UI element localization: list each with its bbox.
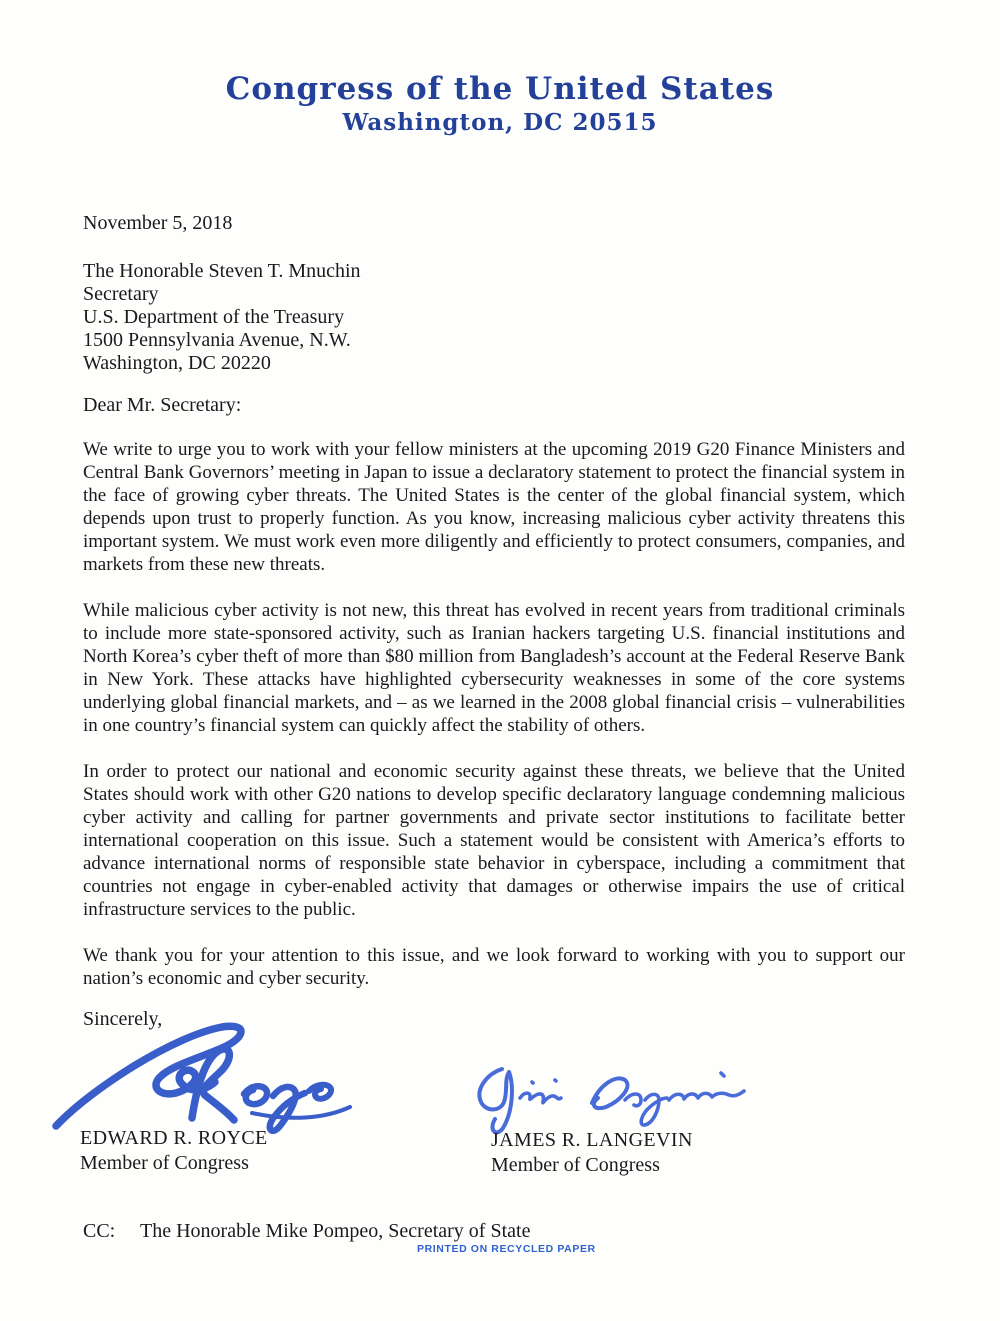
recipient-agency: U.S. Department of the Treasury (83, 306, 345, 328)
signer-langevin (491, 1128, 693, 1178)
recipient-title: Secretary (83, 283, 159, 305)
signer-royce-name: EDWARD R. ROYCE (80, 1127, 268, 1149)
paragraph-2: While malicious cyber activity is not new, this threat has evolved in recent years from traditional criminals to include more state-sponsored activity, such as Iranian hackers targeting U.S. financial institutions and North Korea’s cyber theft of more than $80 million from Bangladesh’s account at the Federal Reserve Bank in New York. These attacks have highlighted cybersecurity weaknesses in some of the core systems underlying global financial markets, and – as we learned in the 2008 global financial crisis – vulnerabilities in one country’s financial system can quickly affect the stability of others. (83, 600, 905, 736)
signer-langevin-name: JAMES R. LANGEVIN (491, 1129, 693, 1151)
paragraph-1: We write to urge you to work with your fellow ministers at the upcoming 2019 G20 Finance Ministers and Central Bank Governors’ meeting in Japan to issue a declaratory statement to protect the financial system in the face of growing cyber threats. The United States is the center of the global financial system, which depends upon trust to properly function. As you know, increasing malicious cyber activity threatens this important system. We must work even more diligently and efficiently to protect consumers, companies, and markets from these new threats. (83, 439, 905, 575)
letterhead-title: Congress of the United States (225, 71, 775, 107)
signer-royce-title: Member of Congress (80, 1152, 249, 1174)
signer-royce (80, 1126, 268, 1176)
letterhead-city: Washington, DC 20515 (342, 109, 658, 136)
recipient-street: 1500 Pennsylvania Avenue, N.W. (83, 329, 351, 351)
date-line: November 5, 2018 (83, 212, 233, 234)
closing: Sincerely, (83, 1008, 163, 1030)
recycled-paper-note: PRINTED ON RECYCLED PAPER (417, 1243, 596, 1255)
langevin-signature (468, 1060, 750, 1136)
recipient-name: The Honorable Steven T. Mnuchin (83, 260, 361, 282)
cc-line (83, 1220, 530, 1243)
letterhead (0, 72, 1000, 136)
royce-signature (52, 1016, 354, 1138)
recipient-city: Washington, DC 20220 (83, 352, 271, 374)
salutation: Dear Mr. Secretary: (83, 394, 242, 416)
letter-body (83, 438, 905, 1013)
cc-text: The Honorable Mike Pompeo, Secretary of State (140, 1220, 531, 1242)
signer-langevin-title: Member of Congress (491, 1154, 660, 1176)
cc-label: CC: (83, 1220, 116, 1242)
paragraph-4: We thank you for your attention to this issue, and we look forward to working with you to support our nation’s economic and cyber security. (83, 945, 905, 989)
recipient-block (83, 260, 361, 375)
paragraph-3: In order to protect our national and economic security against these threats, we believe that the United States should work with other G20 nations to develop specific declaratory language condemning malicious cyber activity and calling for partner governments and private sector institutions to facilitate better international cooperation on this issue. Such a statement would be consistent with America’s efforts to advance international norms of responsible state behavior in cyberspace, including a commitment that countries not engage in cyber-enabled activity that damages or otherwise impairs the use of critical infrastructure services to the public. (83, 761, 905, 920)
